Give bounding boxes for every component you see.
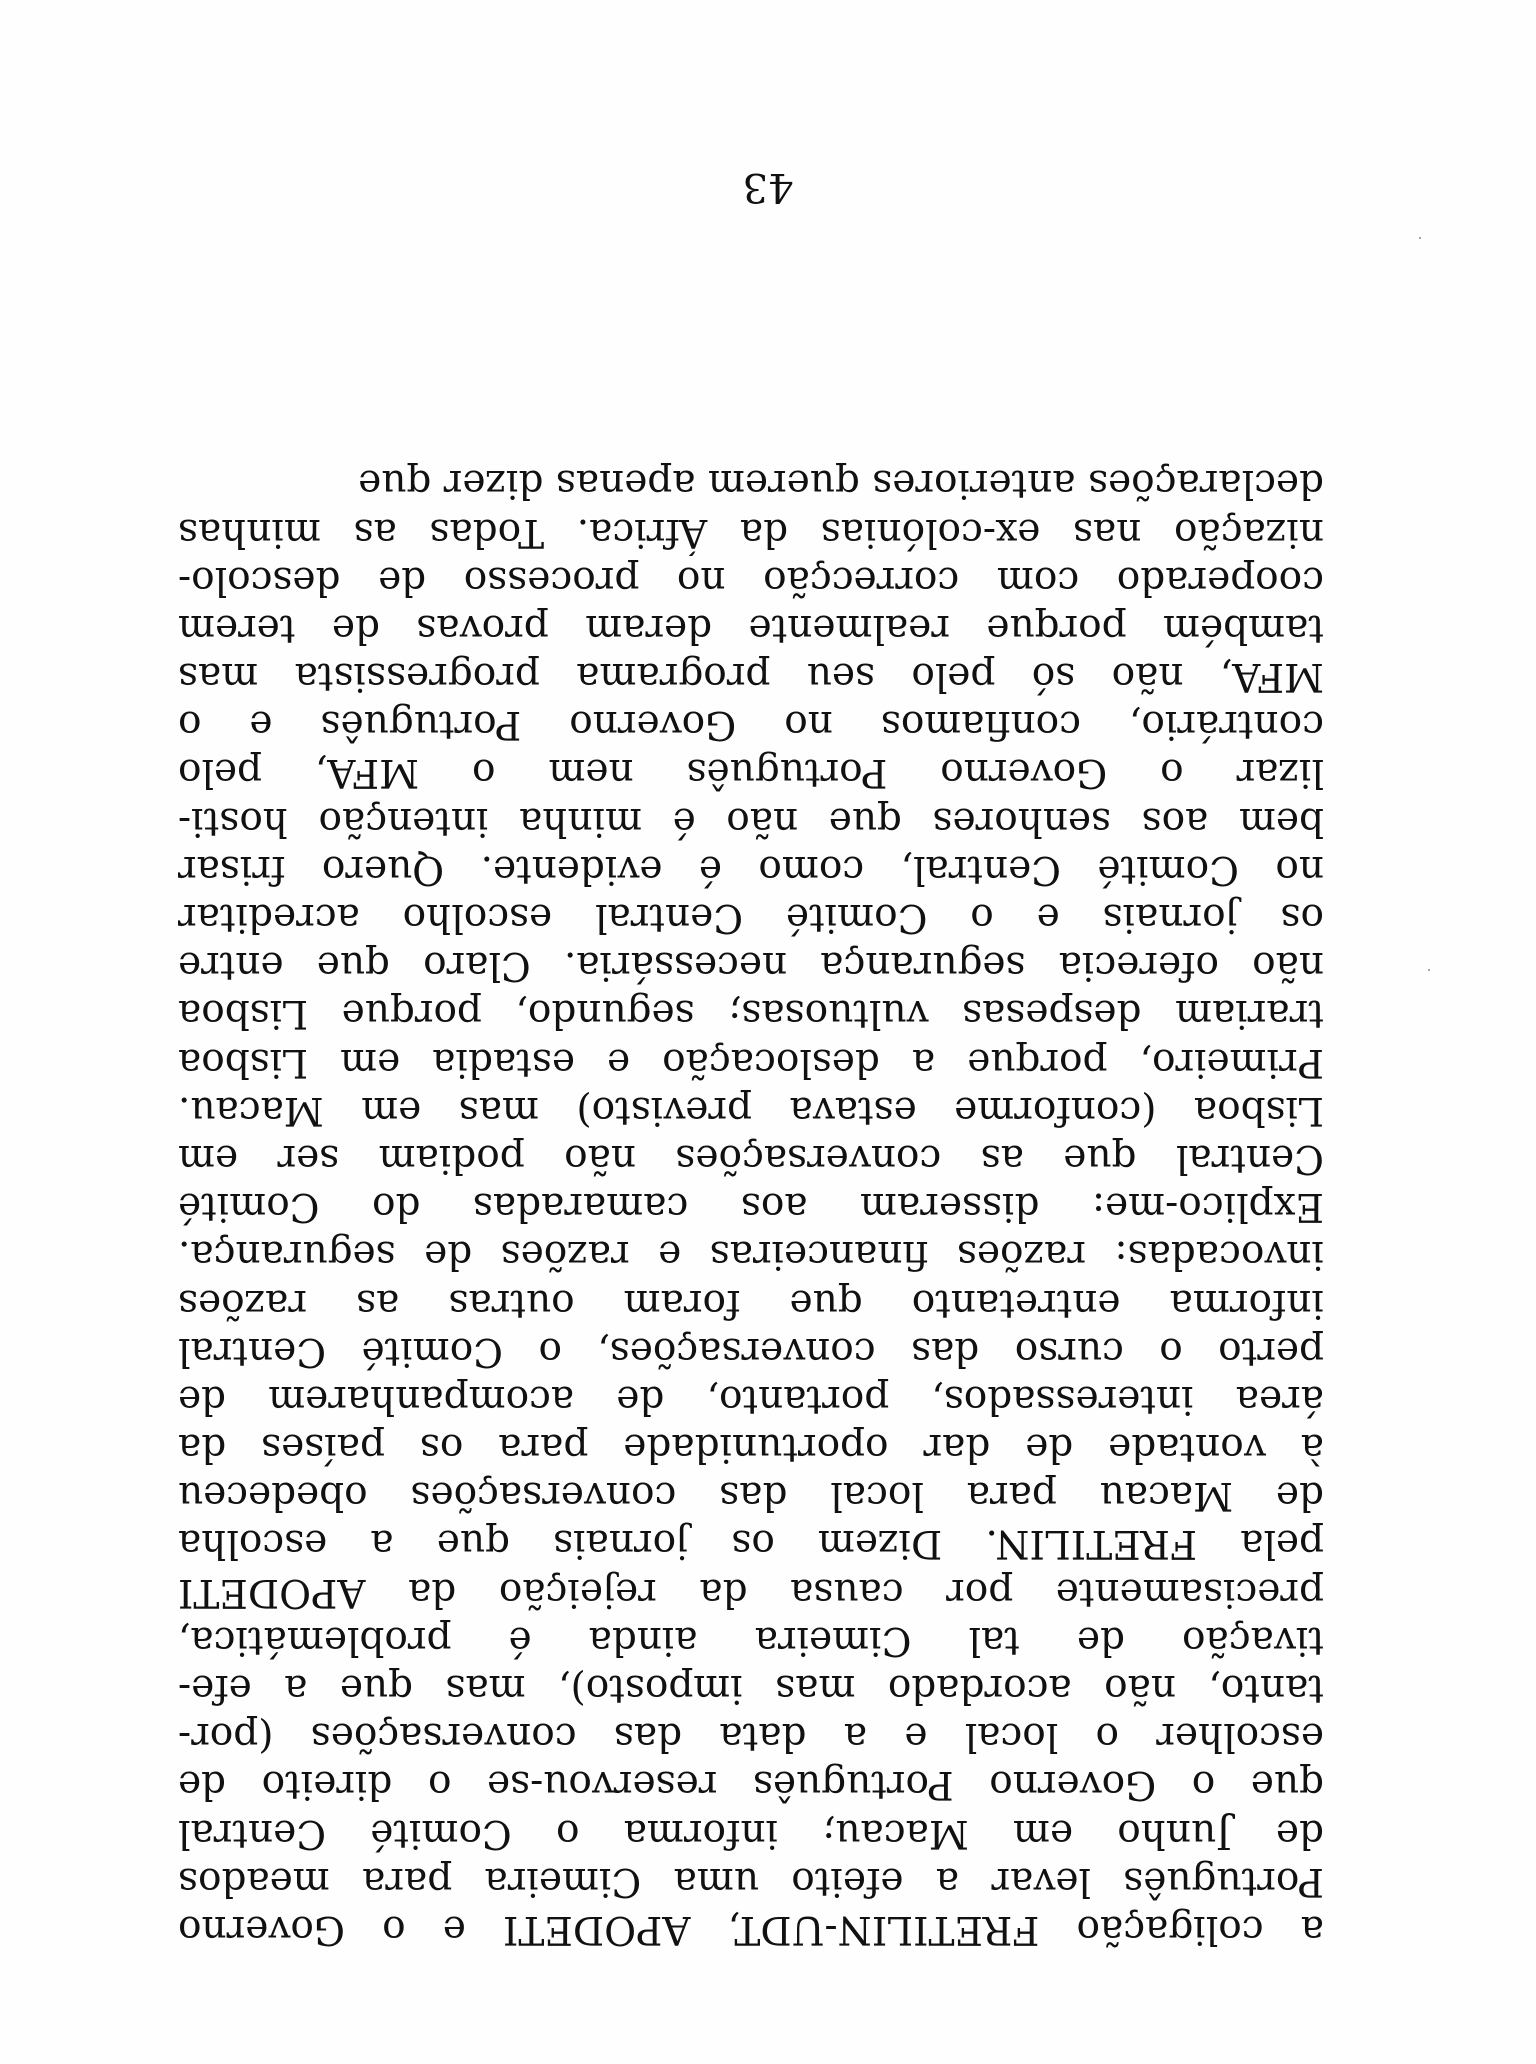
text-line: lizar o Governo Português nem o MFA, pelo <box>178 750 1324 796</box>
text-line: declarações anteriores querem apenas dizer que <box>358 461 1324 507</box>
text-line: MFA, não só pelo seu programa progressista mas <box>178 654 1324 700</box>
text-line: informa entretanto que foram outras as razões <box>178 1280 1324 1326</box>
text-line: trariam despesas vultuosas; segundo, porque Lisboa <box>178 991 1324 1037</box>
text-line: Explico-me: disseram aos camaradas do Comité <box>178 1184 1324 1230</box>
text-line: Lisboa (conforme estava previsto) mas em Macau. <box>178 1087 1324 1133</box>
text-line: tivação de tal Cimeira ainda é problemática, <box>178 1617 1324 1663</box>
text-line: precisamente por causa da rejeição da APODETI <box>178 1569 1324 1615</box>
text-line: cooperado com correcção no processo de descolo- <box>178 557 1324 603</box>
text-line: invocadas: razões financeiras e razões de segurança. <box>178 1232 1324 1278</box>
text-line: tanto, não acordado mas imposto), mas que a efe- <box>178 1666 1324 1712</box>
text-line: Central que as conversações não podiam ser em <box>178 1136 1324 1181</box>
text-line: perto o curso das conversações, o Comité Central <box>178 1328 1324 1374</box>
text-line: área interessados, portanto, de acompanharem de <box>178 1376 1324 1422</box>
text-line: de Macau para local das conversações obedeceu <box>178 1473 1324 1519</box>
text-line: escolher o local e a data das conversações (por- <box>178 1714 1324 1760</box>
text-line: à vontade de dar oportunidade para os países da <box>178 1425 1324 1471</box>
text-line: a coligação FRETILIN-UDT, APODETI e o Governo <box>178 1907 1324 1952</box>
text-line: nização nas ex-colónias da África. Todas as minhas <box>178 509 1324 555</box>
scan-speck <box>1419 237 1421 239</box>
page-number: 43 <box>742 164 794 210</box>
text-line: no Comité Central, como é evidente. Quero frisar <box>178 846 1324 892</box>
text-line: de Junho em Macau; informa o Comité Central <box>178 1810 1324 1856</box>
text-line: pela FRETILIN. Dizem os jornais que a escolha <box>178 1521 1324 1567</box>
text-line: não oferecia segurança necessária. Claro que entre <box>178 943 1324 989</box>
scan-speck <box>1428 969 1430 971</box>
text-line: Português levar a efeito uma Cimeira para meados <box>178 1858 1324 1904</box>
text-line: Primeiro, porque a deslocação e estadia em Lisboa <box>178 1039 1324 1085</box>
text-line: bem aos senhores que não é minha intenção hosti- <box>178 798 1324 844</box>
text-line: que o Governo Português reservou-se o direito de <box>178 1762 1324 1808</box>
text-line: os jornais e o Comité Central escolho acreditar <box>178 895 1324 941</box>
body-text <box>178 459 1324 1953</box>
text-line: também porque realmente deram provas de terem <box>178 605 1324 651</box>
text-line: contrário, confiamos no Governo Português e o <box>178 702 1324 748</box>
